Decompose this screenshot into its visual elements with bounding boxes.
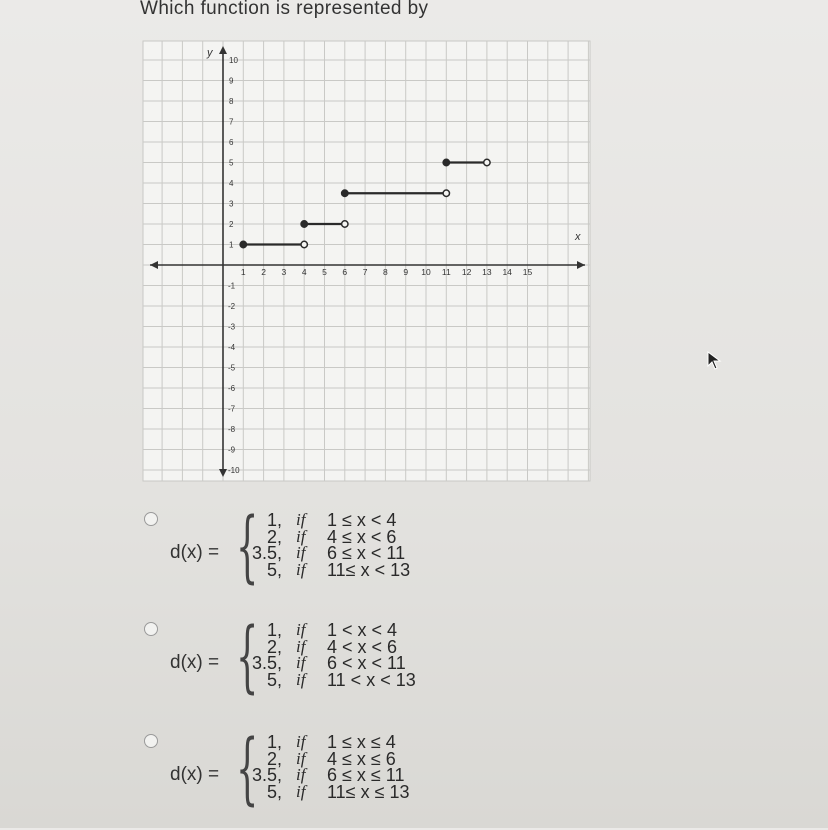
radio-button-3[interactable]	[144, 734, 158, 748]
x-tick-label: 3	[281, 267, 287, 277]
question-text: Which function is represented by	[140, 0, 429, 19]
left-brace: {	[236, 724, 259, 814]
x-tick-label: 12	[461, 267, 472, 277]
answer-option-1[interactable]: d(x) = { 1, if 1 ≤ x < 4 2, if 4 ≤ x < 6 3.5, if 6 ≤ x < 11 5, if 11≤ x < 13	[140, 508, 480, 608]
segment-start-point	[240, 241, 246, 247]
y-tick-label: 2	[229, 220, 234, 229]
y-tick-label: 7	[229, 117, 234, 127]
left-brace: {	[236, 502, 259, 592]
y-tick-label: -4	[228, 343, 236, 352]
segment-start-point	[301, 221, 307, 227]
y-tick-label: -1	[228, 281, 236, 291]
mouse-cursor-icon	[706, 350, 726, 374]
segment-end-point	[342, 221, 348, 227]
segment-end-point	[301, 241, 307, 247]
x-tick-label: 13	[482, 267, 492, 277]
left-brace: {	[236, 612, 259, 702]
x-axis-label: x	[575, 231, 581, 243]
x-tick-label: 1	[240, 267, 246, 277]
function-name: d(x) =	[170, 764, 220, 785]
segment-start-point	[443, 159, 449, 165]
x-tick-label: 6	[342, 267, 348, 277]
x-tick-label: 15	[522, 267, 533, 277]
segment-start-point	[342, 190, 348, 196]
x-tick-label: 4	[301, 267, 307, 277]
y-tick-label: 5	[229, 158, 234, 168]
y-tick-label: -8	[228, 425, 236, 434]
y-tick-label: 9	[229, 76, 234, 86]
y-tick-label: 3	[229, 199, 234, 209]
x-tick-label: 5	[322, 267, 327, 277]
y-tick-label: -3	[228, 322, 236, 332]
y-tick-label: 1	[229, 240, 234, 250]
y-axis-label: y	[207, 47, 213, 59]
y-tick-label: 6	[229, 138, 234, 147]
y-tick-label: -9	[228, 445, 236, 455]
answer-option-3[interactable]: d(x) = { 1, if 1 ≤ x ≤ 4 2, if 4 ≤ x ≤ 6 3.5, if 6 ≤ x ≤ 11 5, if 11≤ x ≤ 13	[140, 730, 480, 830]
x-tick-label: 7	[362, 267, 368, 277]
y-tick-label: -6	[228, 384, 236, 393]
x-tick-label: 9	[403, 267, 409, 277]
x-tick-label: 14	[502, 267, 512, 277]
segment-end-point	[484, 159, 490, 165]
radio-button-1[interactable]	[144, 512, 158, 526]
graph-background	[143, 41, 590, 481]
answer-option-2[interactable]: d(x) = { 1, if 1 < x < 4 2, if 4 < x < 6 3.5, if 6 < x < 11 5, if 11 < x < 13	[140, 618, 480, 718]
y-tick-label: 8	[229, 97, 234, 106]
function-name: d(x) =	[170, 652, 220, 673]
y-tick-label: -5	[228, 363, 236, 373]
radio-button-2[interactable]	[144, 622, 158, 636]
x-tick-label: 8	[383, 267, 388, 277]
function-name: d(x) =	[170, 542, 220, 563]
y-tick-label: -10	[228, 466, 240, 475]
y-tick-label: -7	[228, 404, 236, 414]
x-tick-label: 2	[261, 267, 266, 277]
x-tick-label: 11	[441, 267, 451, 277]
y-tick-label: 4	[229, 179, 234, 188]
segment-end-point	[443, 190, 449, 196]
y-tick-label: -2	[228, 302, 236, 311]
x-tick-label: 10	[421, 267, 431, 277]
y-tick-label: 10	[229, 56, 238, 65]
